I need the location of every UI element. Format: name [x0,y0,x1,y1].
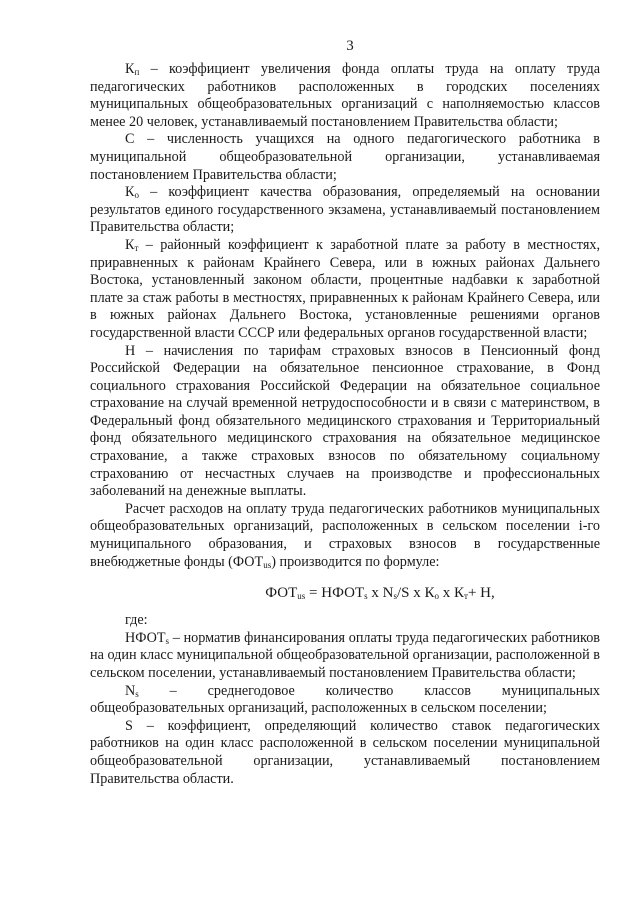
paragraph-ko: $К_о$ – коэффициент качества образования, определяемый на основании результатов единого государственного экзамена, устанавливаемый постановлением Правительства области; [90,184,600,236]
definition-ns: $N_s$ – среднегодовое количество классов муниципальных общеобразовательных организаций, расположенных в сельском поселении; [90,682,600,717]
where-label: где: [125,612,148,629]
formula: $ФОТ_{us}$ = $НФОТ_s$ х $N_s/S$ х $К_о$ х $К_т+ Н$, [265,585,495,602]
paragraph-c: С – численность учащихся на одного педагогического работника в муниципальной общеобразовательной организации, устанавливаемая постановлением Правительства области; [90,131,600,183]
paragraph-h: Н – начисления по тарифам страховых взносов в Пенсионный фонд Российской Федерации на обязательное пенсионное страхование, в Фонд социального страхования Российской Федерации на обязательное социальное страхование на случай временной нетрудоспособности и в связи с материнством, в Федеральный фонд обязательного медицинского страхования и Территориальный фонд обязательного медицинского страхования на обязательное медицинское страхование, а также страховых взносов по обязательному социальному страхованию от несчастных случаев на производстве и профессиональных заболеваний на денежные выплаты. [90,342,600,500]
paragraph-kp: $К_п$ – коэффициент увеличения фонда оплаты труда на оплату труда педагогических работников расположенных в городских поселениях муниципальных общеобразовательных организаций с наполняемостью классов менее 20 человек, устанавливаемый постановлением Правительства области; [90,61,600,130]
definition-nfot: $НФОТ_s$ – норматив финансирования оплаты труда педагогических работников на один класс муниципальной общеобразовательной организации, расположенной в сельском поселении, устанавливаемый постановлением Правительства области; [90,629,600,681]
paragraph-kt: $К_т$ – районный коэффициент к заработной плате за работу в местностях, приравненных к районам Крайнего Севера, или в южных районах Дальнего Востока, установленный законом области, процентные надбавки к заработной плате за стаж работы в местностях, приравненных к районам Крайнего Севера, или в южных районах Дальнего Востока, установленные решениями органов государственной власти СССР или федеральных органов государственной власти; [90,236,600,341]
definition-s: S – коэффициент, определяющий количество ставок педагогических работников на один класс расположенной в сельском поселении муниципальной общеобразовательной организации, устанавливаемый постановлением Правительства области. [90,717,600,787]
page-number: 3 [346,38,354,54]
paragraph-calculation: Расчет расходов на оплату труда педагогических работников муниципальных общеобразовательных организаций, расположенных в сельском поселении i-го муниципального образования, и страховых взносов в государственные внебюджетные фонды $(ФОТ_{us})$ производится по формуле: [90,500,600,570]
